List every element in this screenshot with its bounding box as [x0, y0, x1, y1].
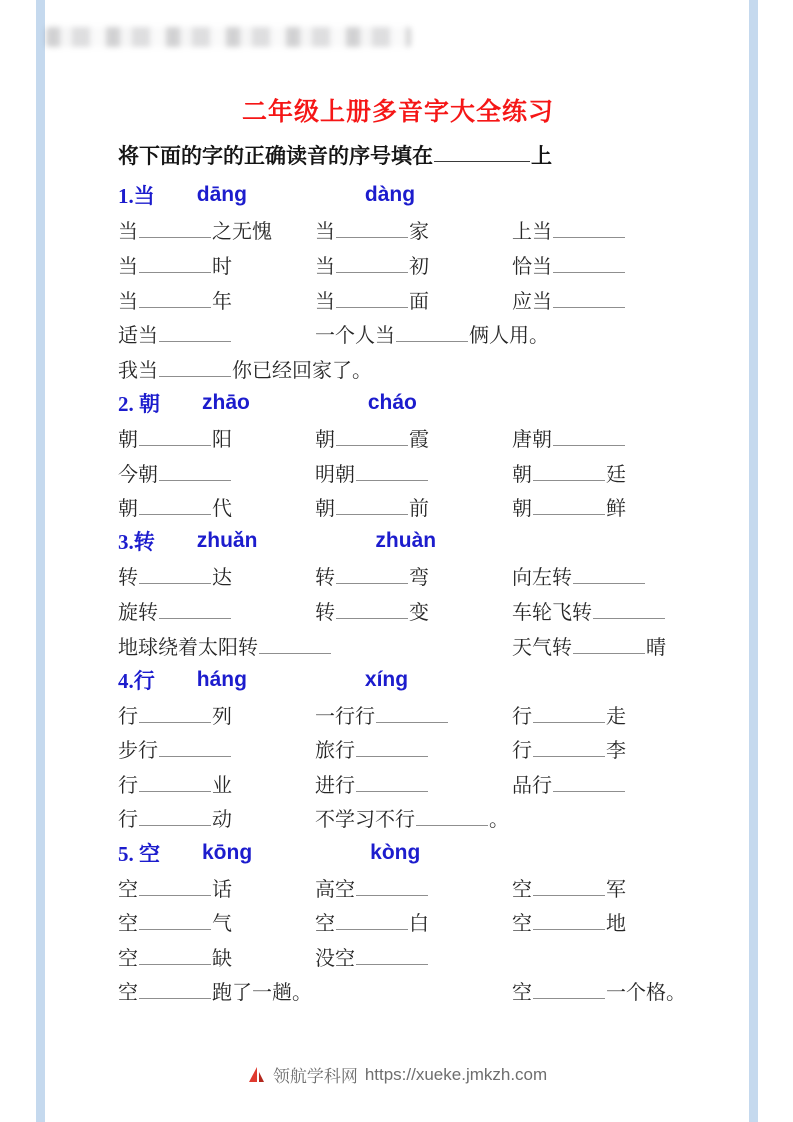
answer-blank[interactable] — [533, 467, 605, 481]
pinyin-first: kōng — [202, 840, 253, 864]
exercise-item — [315, 492, 512, 521]
exercise-item — [118, 769, 315, 798]
exercise-row — [118, 351, 678, 386]
exercise-item — [118, 596, 315, 625]
exercise-item — [118, 561, 315, 590]
answer-blank[interactable] — [336, 294, 408, 308]
answer-blank[interactable] — [336, 501, 408, 515]
item-text-pre: 不学习不行 — [315, 809, 415, 832]
instruction-text-suffix: 上 — [531, 144, 552, 168]
answer-blank[interactable] — [533, 882, 605, 896]
exercise-item — [118, 354, 678, 383]
exercise-item — [512, 769, 709, 798]
item-text-pre: 唐朝 — [512, 428, 552, 451]
item-text-pre: 没空 — [315, 947, 355, 970]
item-text-pre: 空 — [315, 913, 335, 936]
exercise-row — [118, 974, 686, 1009]
item-text-pre: 朝 — [315, 428, 335, 451]
exercise-row — [118, 732, 678, 767]
item-text-pre: 朝 — [118, 498, 138, 521]
item-text-post: 时 — [212, 255, 232, 278]
exercise-item — [118, 734, 315, 763]
item-text-pre: 转 — [315, 567, 335, 590]
item-text-post: 。 — [489, 809, 509, 832]
pinyin-first: dāng — [196, 183, 247, 207]
answer-blank[interactable] — [396, 328, 468, 342]
exercise-row — [118, 870, 678, 905]
footer-site-url: https://xueke.jmkzh.com — [364, 1064, 548, 1084]
item-text-pre: 行 — [118, 809, 138, 832]
answer-blank[interactable] — [356, 951, 428, 965]
item-text-pre: 当 — [118, 221, 138, 244]
exercise-row — [118, 939, 678, 974]
item-text-pre: 我当 — [118, 359, 158, 382]
exercise-row — [118, 282, 678, 317]
exercise-item — [315, 873, 512, 902]
answer-blank[interactable] — [356, 467, 428, 481]
answer-blank[interactable] — [159, 605, 231, 619]
item-text-post: 李 — [606, 740, 626, 763]
item-text-pre: 天气转 — [512, 636, 572, 659]
answer-blank[interactable] — [139, 882, 211, 896]
item-text-post: 晴 — [646, 636, 666, 659]
section-1 — [118, 178, 678, 386]
exercise-item — [512, 873, 709, 902]
item-text-pre: 旅行 — [315, 740, 355, 763]
exercise-item — [315, 561, 512, 590]
pinyin-first: zhāo — [202, 390, 250, 414]
item-text-pre: 适当 — [118, 325, 158, 348]
exercise-item — [315, 423, 512, 452]
item-text-post: 弯 — [409, 567, 429, 590]
page-title: 二年级上册多音字大全练习 — [241, 99, 554, 126]
item-text-post: 阳 — [212, 428, 232, 451]
answer-blank[interactable] — [376, 709, 448, 723]
item-text-pre: 行 — [512, 740, 532, 763]
answer-blank[interactable] — [139, 812, 211, 826]
section-5 — [118, 835, 686, 1008]
answer-blank[interactable] — [593, 605, 665, 619]
answer-blank[interactable] — [159, 363, 231, 377]
item-text-pre: 旋转 — [118, 601, 158, 624]
exercise-item — [512, 631, 709, 660]
answer-blank[interactable] — [533, 916, 605, 930]
item-text-pre: 当 — [315, 290, 335, 313]
item-text-post: 年 — [212, 290, 232, 313]
item-text-pre: 明朝 — [315, 463, 355, 486]
answer-blank[interactable] — [139, 501, 211, 515]
section-header — [118, 662, 678, 697]
answer-blank[interactable] — [336, 432, 408, 446]
item-text-post: 业 — [212, 774, 232, 797]
item-text-post: 家 — [409, 221, 429, 244]
exercise-row — [118, 593, 678, 628]
pinyin-second: xíng — [364, 667, 409, 691]
answer-blank[interactable] — [139, 432, 211, 446]
item-text-post: 代 — [212, 498, 232, 521]
item-text-post: 跑了一趟。 — [212, 982, 312, 1005]
item-text-post: 地 — [606, 913, 626, 936]
exercise-row — [118, 904, 678, 939]
item-text-pre: 上当 — [512, 221, 552, 244]
exercise-item — [315, 907, 512, 936]
answer-blank[interactable] — [139, 951, 211, 965]
answer-blank[interactable] — [533, 501, 605, 515]
section-label: 3.转 — [118, 530, 155, 555]
exercise-item — [315, 596, 512, 625]
item-text-pre: 空 — [118, 982, 138, 1005]
item-text-post: 前 — [409, 498, 429, 521]
page-footer — [0, 1062, 793, 1087]
item-text-pre: 车轮飞转 — [512, 601, 592, 624]
answer-blank[interactable] — [336, 916, 408, 930]
item-text-post: 俩人用。 — [469, 325, 549, 348]
item-text-post: 走 — [606, 705, 626, 728]
exercise-item — [512, 215, 709, 244]
answer-blank[interactable] — [139, 709, 211, 723]
item-text-post: 达 — [212, 567, 232, 590]
answer-blank[interactable] — [139, 224, 211, 238]
exercise-item — [118, 285, 315, 314]
item-text-post: 霞 — [409, 428, 429, 451]
exercise-row — [118, 489, 678, 524]
item-text-pre: 品行 — [512, 774, 552, 797]
exercise-row — [118, 697, 678, 732]
item-text-post: 变 — [409, 601, 429, 624]
answer-blank[interactable] — [336, 605, 408, 619]
item-text-pre: 当 — [315, 255, 335, 278]
item-text-post: 一个格。 — [606, 982, 686, 1005]
exercise-row — [118, 247, 678, 282]
item-text-post: 军 — [606, 878, 626, 901]
item-text-post: 缺 — [212, 947, 232, 970]
answer-blank[interactable] — [159, 743, 231, 757]
exercise-item — [315, 319, 709, 348]
exercise-item — [315, 700, 512, 729]
item-text-pre: 转 — [315, 601, 335, 624]
answer-blank[interactable] — [139, 916, 211, 930]
exercise-item — [315, 769, 512, 798]
item-text-pre: 朝 — [118, 428, 138, 451]
exercise-item — [315, 458, 512, 487]
item-text-post: 列 — [212, 705, 232, 728]
exercise-row — [118, 455, 678, 490]
exercise-item — [315, 250, 512, 279]
item-text-post: 廷 — [606, 463, 626, 486]
section-header — [118, 835, 678, 870]
answer-blank[interactable] — [553, 259, 625, 273]
exercise-item — [315, 215, 512, 244]
answer-blank[interactable] — [553, 294, 625, 308]
answer-blank[interactable] — [139, 570, 211, 584]
exercise-item — [118, 803, 315, 832]
answer-blank[interactable] — [416, 812, 488, 826]
answer-blank[interactable] — [139, 778, 211, 792]
section-header — [118, 178, 678, 213]
item-text-post: 你已经回家了。 — [232, 359, 372, 382]
footer-site-name: 领航学科网 — [272, 1067, 358, 1086]
pinyin-second: kòng — [370, 840, 421, 864]
answer-blank[interactable] — [553, 224, 625, 238]
exercise-item — [118, 458, 315, 487]
item-text-pre: 当 — [315, 221, 335, 244]
pinyin-first: háng — [196, 667, 247, 691]
exercise-item — [118, 942, 315, 971]
answer-blank[interactable] — [356, 882, 428, 896]
section-header — [118, 386, 678, 421]
item-text-pre: 行 — [118, 705, 138, 728]
answer-blank[interactable] — [139, 985, 211, 999]
pinyin-first: zhuǎn — [196, 529, 258, 553]
exercise-item — [118, 700, 315, 729]
section-4 — [118, 662, 678, 835]
exercise-row — [118, 628, 678, 663]
exercise-item — [118, 215, 315, 244]
item-text-pre: 朝 — [512, 498, 532, 521]
item-text-post: 之无愧 — [212, 221, 272, 244]
exercise-item — [512, 596, 709, 625]
exercise-item — [512, 285, 709, 314]
exercise-item — [118, 250, 315, 279]
exercise-sections — [118, 178, 686, 1008]
item-text-pre: 地球绕着太阳转 — [118, 636, 258, 659]
exercise-item — [118, 907, 315, 936]
exercise-item — [512, 976, 709, 1005]
exercise-item — [315, 285, 512, 314]
exercise-row — [118, 559, 678, 594]
section-2 — [118, 386, 678, 524]
exercise-item — [315, 803, 709, 832]
answer-blank[interactable] — [553, 432, 625, 446]
exercise-item — [512, 423, 709, 452]
answer-blank[interactable] — [336, 224, 408, 238]
item-text-pre: 当 — [118, 255, 138, 278]
exercise-row — [118, 766, 678, 801]
exercise-item — [512, 700, 709, 729]
item-text-pre: 步行 — [118, 740, 158, 763]
item-text-pre: 转 — [118, 567, 138, 590]
item-text-pre: 空 — [118, 947, 138, 970]
answer-blank[interactable] — [259, 640, 331, 654]
item-text-pre: 空 — [512, 982, 532, 1005]
item-text-pre: 朝 — [315, 498, 335, 521]
item-text-pre: 当 — [118, 290, 138, 313]
exercise-item — [118, 631, 512, 660]
exercise-item — [118, 319, 315, 348]
exercise-item — [118, 873, 315, 902]
item-text-post: 气 — [212, 913, 232, 936]
answer-blank[interactable] — [356, 778, 428, 792]
item-text-pre: 向左转 — [512, 567, 572, 590]
item-text-pre: 空 — [118, 878, 138, 901]
exercise-item — [118, 976, 512, 1005]
exercise-row — [118, 420, 678, 455]
answer-blank[interactable] — [573, 640, 645, 654]
answer-blank[interactable] — [336, 259, 408, 273]
answer-blank[interactable] — [533, 743, 605, 757]
instruction-line — [118, 132, 678, 178]
answer-blank[interactable] — [159, 328, 231, 342]
item-text-pre: 行 — [118, 774, 138, 797]
section-3 — [118, 524, 678, 662]
answer-blank[interactable] — [139, 294, 211, 308]
answer-blank[interactable] — [159, 467, 231, 481]
exercise-item — [512, 250, 709, 279]
item-text-post: 面 — [409, 290, 429, 313]
pinyin-second: cháo — [367, 390, 417, 414]
pinyin-second: dàng — [364, 183, 416, 207]
exercise-row — [118, 801, 678, 836]
item-text-post: 鲜 — [606, 498, 626, 521]
answer-blank[interactable] — [553, 778, 625, 792]
section-label: 2. 朝 — [118, 391, 160, 416]
answer-blank[interactable] — [573, 570, 645, 584]
instruction-answer-blank[interactable] — [434, 148, 530, 162]
section-label: 5. 空 — [118, 841, 160, 866]
exercise-item — [512, 734, 709, 763]
item-text-pre: 空 — [512, 913, 532, 936]
item-text-pre: 一行行 — [315, 705, 375, 728]
answer-blank[interactable] — [533, 709, 605, 723]
item-text-post: 白 — [409, 913, 429, 936]
instruction-text: 将下面的字的正确读音的序号填在 — [118, 144, 433, 168]
item-text-pre: 应当 — [512, 290, 552, 313]
item-text-pre: 行 — [512, 705, 532, 728]
item-text-post: 动 — [212, 809, 232, 832]
exercise-item — [118, 492, 315, 521]
item-text-post: 初 — [409, 255, 429, 278]
item-text-pre: 朝 — [512, 463, 532, 486]
exercise-row — [118, 316, 678, 351]
exercise-item — [512, 561, 709, 590]
item-text-pre: 空 — [512, 878, 532, 901]
answer-blank[interactable] — [533, 985, 605, 999]
pinyin-second: zhuàn — [375, 529, 437, 553]
exercise-item — [315, 942, 512, 971]
item-text-pre: 高空 — [315, 878, 355, 901]
exercise-item — [512, 492, 709, 521]
site-logo-icon — [246, 1065, 266, 1085]
item-text-pre: 进行 — [315, 774, 355, 797]
worksheet-content — [118, 0, 686, 1008]
item-text-post: 话 — [212, 878, 232, 901]
item-text-pre: 空 — [118, 913, 138, 936]
exercise-item — [315, 734, 512, 763]
answer-blank[interactable] — [356, 743, 428, 757]
item-text-pre: 今朝 — [118, 463, 158, 486]
exercise-item — [512, 907, 709, 936]
item-text-pre: 一个人当 — [315, 325, 395, 348]
section-label: 4.行 — [118, 668, 155, 693]
exercise-row — [118, 213, 678, 248]
page-left-border — [36, 0, 45, 1122]
section-label: 1.当 — [118, 184, 155, 209]
section-header — [118, 524, 678, 559]
item-text-pre: 恰当 — [512, 255, 552, 278]
answer-blank[interactable] — [336, 570, 408, 584]
exercise-item — [118, 423, 315, 452]
page-right-border — [749, 0, 758, 1122]
exercise-item — [512, 458, 709, 487]
answer-blank[interactable] — [139, 259, 211, 273]
